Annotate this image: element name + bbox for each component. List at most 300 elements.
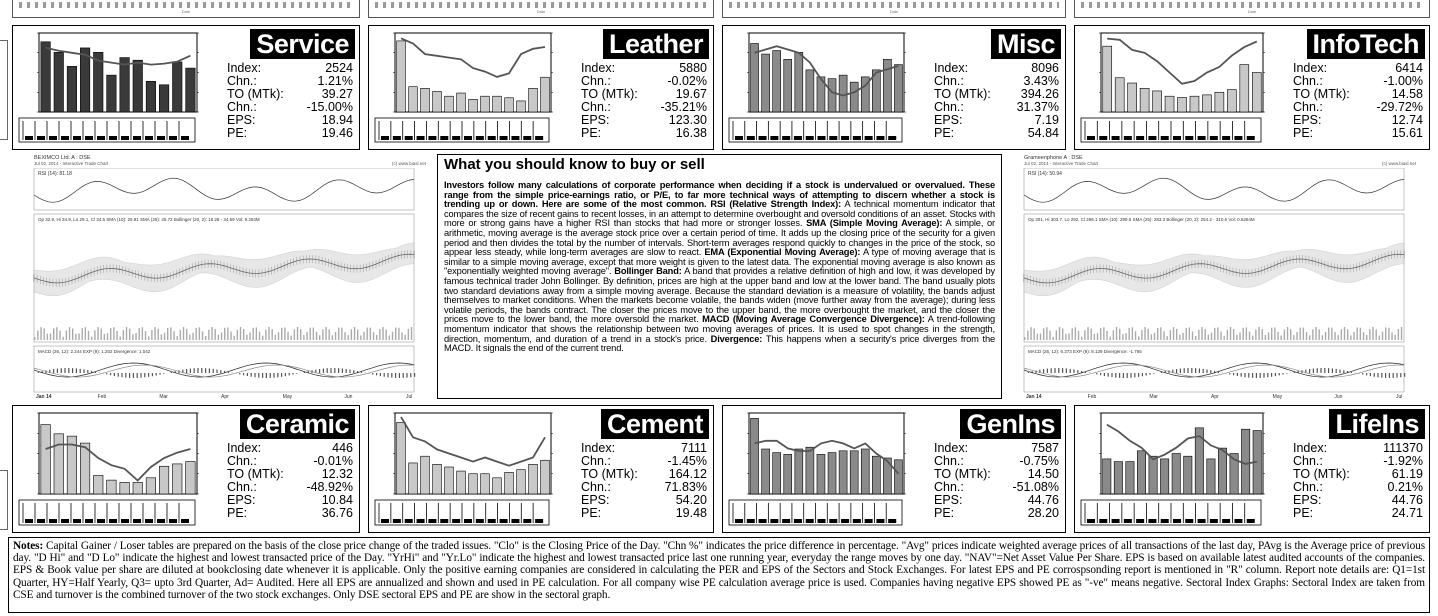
volume-bar [1122,334,1123,340]
macd-hist [1374,373,1375,377]
stat-value: -1.00% [1383,74,1423,88]
stat-value: 12.74 [1391,113,1423,127]
term-rsi: RSI (Relative Strength Index): [710,199,842,210]
volume-bar [1277,332,1278,340]
def-divergence: This happens when a security's price diverges from the MACD. It signals the end of the current trend. [444,333,995,354]
volume-bar [1338,335,1339,340]
macd-hist [140,373,141,378]
volume-bar [1030,327,1031,340]
volume-bar [145,331,146,340]
macd-hist [1233,373,1234,375]
mini-bar [1112,136,1120,140]
macd-hist [1066,368,1067,373]
stat-label: Chn.: [227,454,257,468]
volume-bar [202,331,203,340]
stat-label: EPS: [934,493,963,507]
macd-hist [1146,373,1147,375]
mini-bar [405,136,413,140]
macd-hist [349,370,350,373]
term-ema: EMA (Exponential Moving Average): [704,247,861,258]
volume-bar [1192,331,1193,340]
volume-bar [1072,328,1073,340]
bar [505,98,514,112]
volume-bar [1227,330,1228,340]
bar [784,454,792,494]
rsi-panel [34,168,414,210]
month-label: Feb [1087,394,1097,399]
volume-bar [1220,332,1221,340]
macd-hist [1248,373,1249,378]
volume-bar [1046,327,1047,340]
mini-bar [1148,519,1156,523]
bar [1172,454,1180,495]
stat-value: 14.58 [1391,87,1423,101]
mini-bar [759,519,767,523]
bar [481,96,490,112]
volume-bar [72,328,73,340]
macd-hist [1237,373,1238,376]
stat-label: Index: [581,441,616,455]
stat-value: 44.76 [1391,493,1423,507]
macd-hist [64,368,65,373]
macd-hist [1123,373,1124,378]
stat-value: 3.43% [1023,74,1059,88]
bar [120,58,129,112]
bar [784,59,792,112]
macd-hist [144,373,145,377]
sector-stats [227,442,353,520]
def-bollinger: A band that provides a relative definition of high and low, it was developed by famous technical trader John Bollinger. By definition, prices are high at the upper band and low at the lower band. The band usually plots two standard deviations away from a simple moving average. Because the standard deviation is a measure of volatility, the bands adjust themselves to market conditions. When the markets become volatile, the bands widen (move further away from the average); during less volatile periods, the bands contract. The closer the prices move to the upper band, the more overbought the market, and the closer the prices move to the lower band, the more oversold the market. [444,266,995,325]
macd-hist [87,370,88,373]
volume-bar [59,331,60,340]
tech-chart-grameenphone [1022,155,1420,400]
mini-bar [782,519,790,523]
volume-bar [1167,336,1168,340]
plot-frame [1101,413,1263,494]
macd-hist [247,373,248,376]
bar [421,88,430,112]
sector-title: Leather [603,29,709,59]
stat-value: 31.37% [1016,100,1059,114]
bar [445,96,454,112]
volume-bar [1255,330,1256,340]
mini-bar [464,519,472,523]
tech-chart-svg [1022,168,1420,399]
stat-label: Chn.: [1293,480,1323,494]
macd-hist [1366,373,1367,375]
macd-hist [38,372,39,373]
volume-bar [408,329,409,340]
mini-bar [1234,136,1242,140]
term-sma: SMA (Simple Moving Average): [806,218,943,229]
macd-hist [403,373,404,378]
macd-hist [330,368,331,373]
stat-label: EPS: [581,493,610,507]
bar [54,52,63,112]
volume-bar [53,328,54,340]
macd-hist [1108,373,1109,377]
stat-value: 54.20 [675,493,707,507]
macd-hist [1054,368,1055,373]
stat-row-pe [934,507,1059,520]
volume-bar [1176,329,1177,340]
top-strip-1 [12,0,360,18]
macd-hist [1111,373,1112,377]
sector-chart-lifeins [1079,409,1283,527]
bar [107,480,116,494]
macd-hist [1206,369,1207,373]
sector-chart-cement [373,409,571,527]
volume-bar [303,335,304,340]
mini-bar [428,519,436,523]
mini-bar [500,136,508,140]
bar [850,451,858,494]
macd-hist [1058,368,1059,373]
bar [146,81,155,112]
stat-value: 10.84 [321,493,353,507]
strip-ticks [375,2,707,8]
bar [120,482,129,494]
bar [409,87,418,112]
volume-bar [398,328,399,340]
stat-value: 123.30 [668,113,707,127]
bar [806,70,814,112]
bar [762,449,770,494]
stat-label: Chn.: [934,100,964,114]
volume-bar [186,329,187,340]
month-label: Feb [97,394,107,399]
stat-label: Index: [1293,441,1328,455]
volume-bar [234,336,235,340]
bar [457,93,466,112]
stat-value: 61.19 [1391,467,1423,481]
volume-bar [1065,334,1066,340]
volume-bar [1376,330,1377,340]
bar [1126,462,1134,494]
mini-bar [181,519,189,523]
bar [529,88,538,112]
mini-bar [1247,136,1255,140]
mini-bar [452,136,460,140]
macd-hist [1362,373,1363,375]
stat-row-pe [1293,507,1423,520]
stat-label: Chn.: [1293,74,1323,88]
volume-bar [161,334,162,340]
volume-bar [1249,332,1250,340]
stat-label: Index: [934,61,969,75]
bar [457,471,466,494]
mini-bar [476,519,484,523]
volume-bar [1078,331,1079,340]
stat-label: PE: [1293,506,1314,520]
term-bollinger: Bollinger Band: [614,266,682,277]
volume-bar [227,327,228,340]
volume-bar [1303,328,1304,340]
volume-bar [265,330,266,340]
month-label: Jun [344,394,353,399]
volume-bar [135,333,136,340]
macd-hist [1324,368,1325,373]
stat-label: PE: [581,506,602,520]
mini-bar [25,136,33,140]
macd-hist [1267,373,1268,377]
mini-bar [157,519,165,523]
stat-value: 39.27 [321,87,353,101]
volume-bar [379,329,380,340]
bar [1165,96,1174,112]
bar [469,474,478,494]
volume-bar [1144,327,1145,340]
macd-label: MACD (26, 12): 2.244 EXP (9): 1.202 Divergence: 1.042 [38,349,151,354]
volume-bar [1125,333,1126,340]
volume-bar [1186,328,1187,340]
bar [1184,456,1192,494]
bar [1160,459,1168,494]
stat-label: Chn.: [934,480,964,494]
volume-bar [367,328,368,340]
volume-bar [1300,328,1301,340]
mini-bar [1198,136,1206,140]
stat-label: Chn.: [227,100,257,114]
macd-hist [125,373,126,378]
strip-ticks [1081,2,1423,8]
macd-hist [1138,373,1139,377]
volume-bar [1243,328,1244,340]
volume-bar [1296,332,1297,340]
sector-title: InfoTech [1307,29,1426,59]
macd-hist [1195,368,1196,373]
bar [541,460,550,494]
volume-bar [373,332,374,340]
volume-bar [1154,333,1155,340]
macd-hist [1336,369,1337,373]
macd-label: MACD (26, 12): 6.373 EXP (9): 8.139 Divergence: -1.765 [1028,349,1142,354]
macd-hist [57,369,58,373]
volume-bar [411,327,412,340]
tech-chart-svg [32,168,430,399]
volume-bar [215,329,216,340]
mini-bar [794,519,802,523]
bar [173,62,182,112]
volume-bar [139,328,140,340]
sector-panel-ceramic [12,405,360,533]
macd-hist [1339,370,1340,373]
macd-hist [1263,373,1264,378]
def-macd: A trend-following momentum indicator that shows the relationship between two moving averages of prices. It is used to spot changes in the strength, direction, momentum, and duration of a trend in a stock's price. [444,314,996,344]
macd-hist [1279,373,1280,375]
month-label: Jul [406,394,413,399]
tech-chart-beximco [32,155,430,400]
volume-bar [332,335,333,340]
macd-hist [1199,368,1200,373]
bar [481,474,490,494]
volume-bar [1179,334,1180,340]
stat-label: Index: [227,61,262,75]
bar [751,418,759,494]
sector-panel-service [12,25,360,150]
macd-hist [251,373,252,377]
volume-bar [1366,335,1367,340]
stat-value: 7.19 [1034,113,1059,127]
volume-bar [322,329,323,340]
volume-bar [230,332,231,340]
stat-value: 19.48 [675,506,707,520]
stat-value: 28.20 [1027,506,1059,520]
macd-hist [292,373,293,375]
volume-bar [1252,336,1253,340]
rsi-panel [1024,168,1404,210]
mini-bar [452,519,460,523]
term-macd: MACD (Moving Average Convergence Divergence): [702,314,925,325]
macd-hist [129,373,130,378]
mini-bar [806,519,814,523]
stat-label: Chn.: [227,480,257,494]
mini-bar [417,136,425,140]
macd-hist [277,373,278,377]
stat-label: Index: [227,441,262,455]
macd-hist [399,373,400,378]
stat-label: TO (MTk): [581,87,638,101]
stat-row-pe [934,127,1059,140]
macd-hist [289,373,290,375]
volume-bar [1106,331,1107,340]
volume-bar [281,328,282,340]
stat-value: -51.08% [1012,480,1059,494]
mini-bar [85,136,93,140]
mini-bar [393,136,401,140]
mini-bar [735,519,743,523]
stat-label: Index: [581,61,616,75]
volume-bar [183,327,184,340]
stat-value: -48.92% [306,480,353,494]
volume-bar [1395,335,1396,340]
macd-hist [186,369,187,373]
volume-bar [196,328,197,340]
bar [433,464,442,494]
bar [773,51,781,112]
stat-value: -0.75% [1019,454,1059,468]
volume-bar [104,334,105,340]
bar [54,434,63,494]
stat-label: TO (MTk): [1293,467,1350,481]
volume-bar [1284,329,1285,340]
volume-bar [1363,332,1364,340]
macd-hist [243,373,244,375]
stat-label: TO (MTk): [1293,87,1350,101]
volume-bar [310,328,311,340]
macd-hist [319,369,320,373]
sector-title: LifeIns [1329,409,1425,439]
volume-bar [1331,328,1332,340]
volume-bar [148,336,149,340]
volume-bar [1049,331,1050,340]
macd-hist [194,368,195,373]
sector-title: Ceramic [240,409,355,439]
mini-bar [1161,136,1169,140]
volume-bar [1053,337,1054,340]
volume-bar [170,327,171,340]
volume-bar [1103,327,1104,340]
bar [186,68,195,112]
volume-bar [1382,332,1383,340]
bar [541,77,550,112]
term-divergence: Divergence: [710,333,763,344]
volume-bar [1059,327,1060,340]
macd-hist [1244,373,1245,377]
volume-bar [386,330,387,340]
bar [80,48,89,112]
tech-chart-title: Grameenphone A : DSE [1024,155,1083,161]
macd-hist [346,369,347,373]
macd-hist [1260,373,1261,378]
stat-label: EPS: [1293,113,1322,127]
macd-hist [148,373,149,377]
volume-bar [1357,328,1358,340]
volume-bar [259,332,260,340]
macd-hist [1381,373,1382,378]
mini-bar [37,136,45,140]
sector-chart-misc [727,29,924,144]
macd-hist [133,373,134,378]
volume-bar [1113,330,1114,340]
stat-label: EPS: [581,113,610,127]
macd-hist [137,373,138,378]
bar [397,41,406,112]
bar [773,453,781,494]
macd-hist [61,368,62,373]
bar [433,91,442,112]
volume-bar [1258,327,1259,340]
tech-chart-source: (c) www.biasl.net [1381,161,1416,166]
bar [850,82,858,112]
volume-bar [1211,333,1212,340]
mini-bar [488,519,496,523]
volume-bar [1268,332,1269,340]
bar [505,472,514,494]
macd-hist [334,368,335,373]
mini-bar [1136,519,1144,523]
volume-bar [1110,336,1111,340]
volume-bar [50,333,51,340]
macd-hist [1191,368,1192,373]
tech-chart-title: BEXIMCO Ltd. A : DSE [34,155,91,161]
volume-bar [116,331,117,340]
macd-hist [1393,373,1394,378]
mini-bar [818,519,826,523]
notes-label: Notes: [13,540,44,552]
mini-bar [25,519,33,523]
strip-ticks [19,2,353,8]
volume-bar [237,330,238,340]
volume-bar [1034,328,1035,340]
def-rsi: A technical momentum indicator that compares the size of recent gains to recent losses, in an attempt to determine overbought and oversold conditions of an asset. Stocks with more or strong gains have a higher RSI than stocks that had more or stronger losses. [444,199,995,229]
volume-bar [88,331,89,340]
macd-hist [406,373,407,378]
stat-value: -0.01% [313,454,353,468]
stat-row-pe [1293,127,1423,140]
sector-panel-lifeins [1074,405,1430,533]
bar [1103,459,1111,494]
volume-bar [1347,329,1348,340]
stat-value: 111370 [1383,441,1423,455]
bar [397,422,406,494]
macd-hist [1077,370,1078,373]
volume-bar [249,332,250,340]
mini-bar [1185,136,1193,140]
bar [421,456,430,494]
macd-hist [391,373,392,378]
sector-panel-cement [368,405,714,533]
